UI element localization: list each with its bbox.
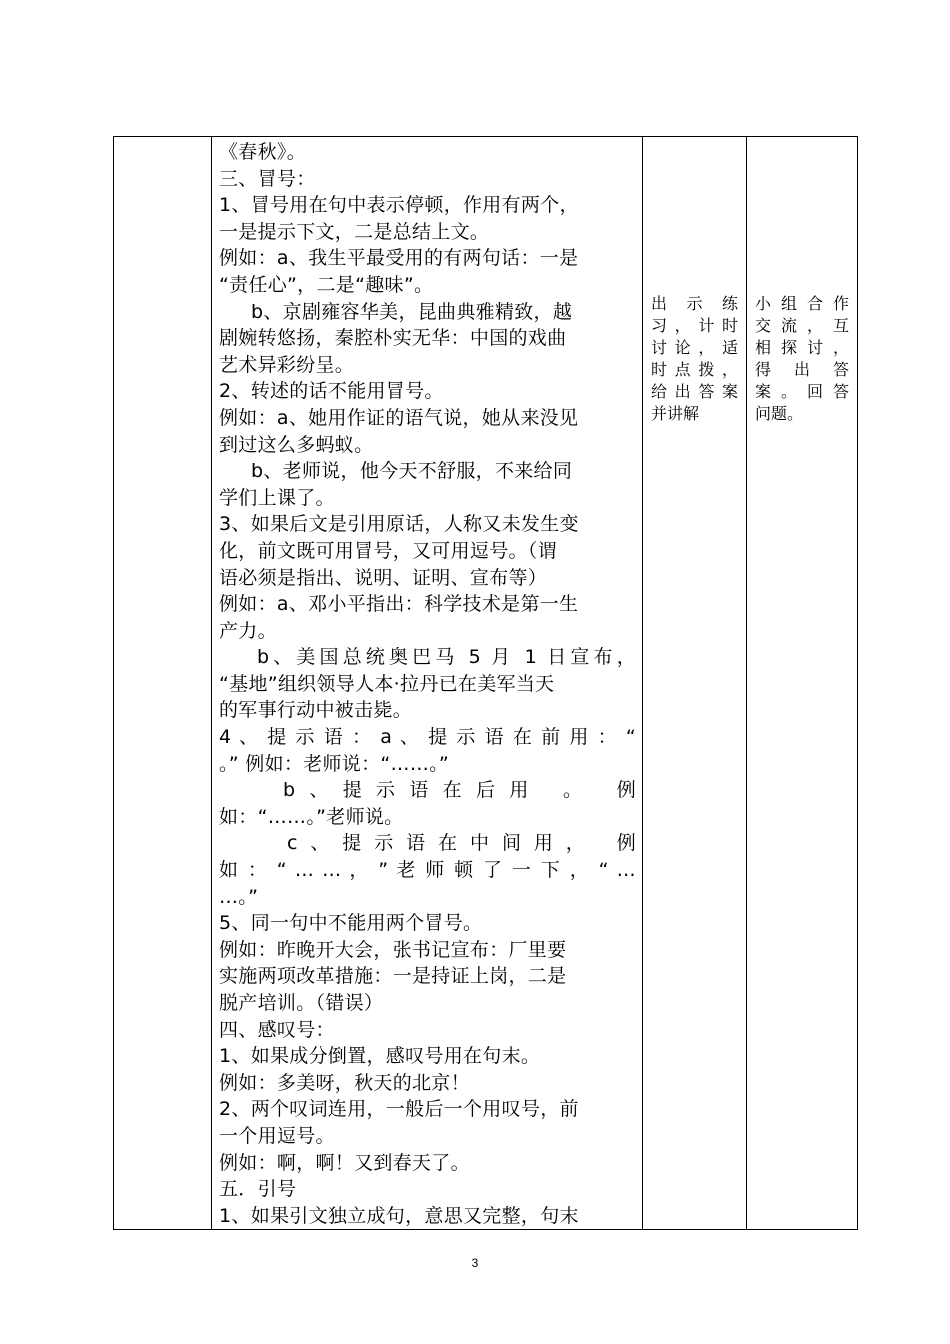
text-line: 一是提示下文，二是总结上文。 [219,220,490,243]
text-line: 并讲解 [651,404,700,423]
empty-cell [114,137,212,1230]
lesson-content-cell [212,137,643,1230]
text-line: b、老师说，他今天不舒服，不来给同 [251,460,573,483]
text-line: 给出答案 [651,382,738,401]
text-line: 2、转述的话不能用冒号。 [219,380,444,403]
text-line: 。” 例如：老师说：“……。” [219,752,450,775]
text-line: 时点拨， [651,360,738,379]
text-line: 到过这么多蚂蚁。 [219,433,374,456]
text-line: 的军事行动中被击毙。 [219,699,413,722]
page-number: 3 [471,1256,479,1270]
text-line: 剧婉转悠扬，秦腔朴实无华：中国的戏曲 [219,327,567,350]
text-line: 如 ： “ … … ， ” 老 师 顿 了 一 下 ， “ … [219,859,636,882]
text-line: 2、两个叹词连用，一般后一个用叹号，前 [219,1098,579,1121]
text-line: 讨论，适 [651,338,738,357]
text-line: 脱产培训。（错误） [219,992,384,1014]
text-line: 产力。 [219,619,277,642]
text-line: 3、如果后文是引用原话，人称又未发生变 [219,513,579,536]
text-line: “责任心”，二是“趣味”。 [219,273,434,296]
text-line: 例如：啊，啊！又到春天了。 [219,1151,470,1174]
text-line: 习，计时 [651,316,738,335]
text-line: b、京剧雍容华美，昆曲典雅精致，越 [251,300,573,323]
text-line: 案 。 回 答 [755,382,849,401]
text-line: 如：“……。”老师说。 [219,805,404,828]
text-line: 一个用逗号。 [219,1124,335,1147]
table-row [114,137,858,1230]
text-line: 《春秋》。 [219,141,307,163]
lesson-content-text [212,137,642,1229]
text-line: 例如：a、邓小平指出：科学技术是第一生 [219,593,579,616]
teacher-activity-cell [643,137,747,1230]
text-line: 例如：a、她用作证的语气说，她从来没见 [219,406,579,429]
text-line: 得 出 答 [755,360,849,379]
text-line: 1、如果成分倒置，感叹号用在句末。 [219,1045,541,1068]
text-line: “基地”组织领导人本·拉丹已在美军当天 [219,672,555,695]
lesson-plan-table [113,136,858,1230]
text-line: b、提示语在后用 。 例 [283,779,636,802]
text-line: 语必须是指出、说明、证明、宣布等） [219,566,548,589]
text-line: 1、冒号用在句中表示停顿，作用有两个， [219,194,579,217]
text-line: 交 流 ， 互 [755,316,849,335]
text-line: 例如：昨晚开大会，张书记宣布：厂里要 [219,938,567,961]
text-line: 例如：a、我生平最受用的有两句话：一是 [219,247,579,270]
text-line: 化，前文既可用冒号，又可用逗号。（谓 [219,539,557,562]
text-line: b、美国总统奥巴马 5 月 1 日宣布， [257,646,636,669]
text-line: 艺术异彩纷呈。 [219,353,355,376]
text-line: 4 、 提 示 语 ： a 、 提 示 语 在 前 用 ： “ [219,726,636,749]
text-line: …。” [219,885,259,908]
student-activity-text [747,293,857,425]
text-line: c、提示语在中间用， 例 [287,832,636,855]
text-line: 问题。 [755,404,804,423]
text-line: 1、如果引文独立成句，意思又完整，句末 [219,1204,579,1227]
text-line: 三、冒号： [219,167,316,190]
teacher-activity-text [643,293,746,425]
text-line: 小 组 合 作 [755,294,849,313]
student-activity-cell [747,137,858,1230]
text-line: 实施两项改革措施：一是持证上岗，二是 [219,965,567,988]
text-line: 出 示 练 [651,294,738,313]
text-line: 四、感叹号： [219,1018,335,1041]
text-line: 学们上课了。 [219,486,335,509]
text-line: 例如：多美呀，秋天的北京！ [219,1071,470,1094]
text-line: 相 探 讨 ， [755,338,849,357]
text-line: 五．引号 [219,1178,297,1201]
text-line: 5、同一句中不能用两个冒号。 [219,912,483,935]
